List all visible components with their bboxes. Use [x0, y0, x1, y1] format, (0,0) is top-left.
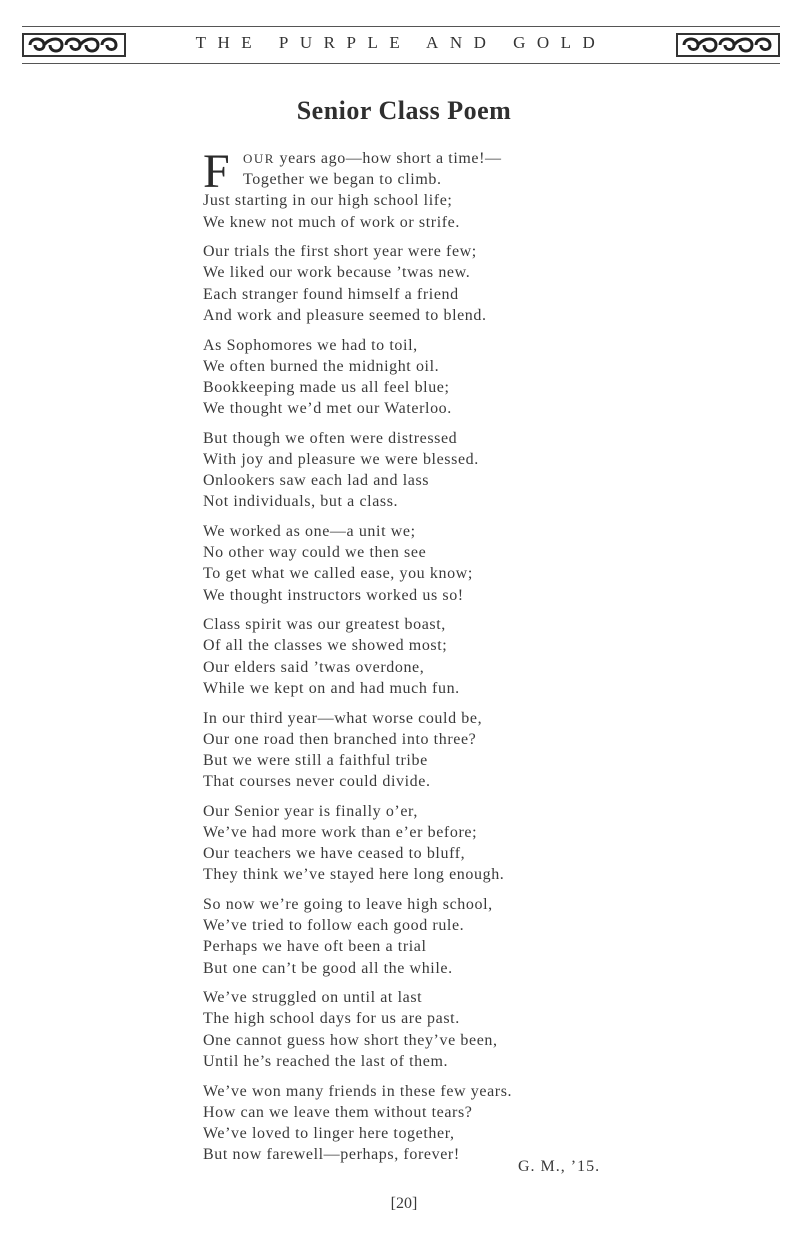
- scroll-ornament-icon: [676, 32, 780, 58]
- running-header: [22, 26, 780, 64]
- poem-line: With joy and pleasure we were blessed.: [203, 450, 479, 468]
- stanza: [203, 894, 683, 979]
- poem-line: But one can’t be good all the while.: [203, 959, 453, 977]
- poem-line: We knew not much of work or strife.: [203, 213, 460, 231]
- poem-line: One cannot guess how short they’ve been,: [203, 1031, 498, 1049]
- poem-line: The high school days for us are past.: [203, 1010, 460, 1028]
- poem-line: Until he’s reached the last of them.: [203, 1052, 449, 1070]
- stanza: [203, 428, 683, 513]
- poem-line: But though we often were distressed: [203, 429, 458, 447]
- poem-line: We worked as one—a unit we;: [203, 523, 416, 540]
- stanza: [203, 614, 683, 699]
- poem-line: Each stranger found himself a friend: [203, 285, 459, 303]
- poem-body: [203, 145, 683, 1174]
- poem-line: Our one road then branched into three?: [203, 730, 477, 748]
- poem-line: Our trials the first short year were few;: [203, 243, 477, 261]
- stanza: [203, 335, 683, 420]
- poem-line: We’ve loved to linger here together,: [203, 1124, 455, 1142]
- poem-line: Just starting in our high school life;: [203, 192, 453, 210]
- stanza: [203, 801, 683, 886]
- poem-line: We’ve had more work than e’er before;: [203, 823, 478, 841]
- poem-line: We’ve won many friends in these few years.: [203, 1082, 513, 1100]
- poem-line: While we kept on and had much fun.: [203, 679, 460, 697]
- poem-line: Together we began to climb.: [243, 171, 442, 189]
- poem-line: No other way could we then see: [203, 544, 427, 562]
- poem-line: Of all the classes we showed most;: [203, 637, 448, 655]
- poem-line: So now we’re going to leave high school,: [203, 896, 493, 913]
- poem-line: [203, 148, 683, 169]
- poem-title: Senior Class Poem: [296, 96, 512, 125]
- stanza: [203, 521, 683, 606]
- poem-line: Our Senior year is finally o’er,: [203, 802, 418, 820]
- stanza: [203, 241, 683, 326]
- header-title: THE PURPLE AND GOLD: [195, 33, 607, 52]
- poem-line: To get what we called ease, you know;: [203, 565, 473, 583]
- poem-line: We’ve struggled on until at last: [203, 989, 423, 1007]
- stanza-list: [203, 169, 683, 1165]
- poem-line: They think we’ve stayed here long enough.: [203, 866, 505, 884]
- poem-line: We thought instructors worked us so!: [203, 586, 464, 604]
- poem-line: We’ve tried to follow each good rule.: [203, 917, 465, 935]
- page-number: [20]: [390, 1195, 418, 1212]
- stanza: [203, 708, 683, 793]
- poem-line: But now farewell—perhaps, forever!: [203, 1146, 460, 1164]
- poem-line: We often burned the midnight oil.: [203, 357, 440, 375]
- poem-line: Perhaps we have oft been a trial: [203, 938, 427, 956]
- first-line-text: years ago—how short a time!—: [274, 150, 502, 167]
- poem-line: Class spirit was our greatest boast,: [203, 616, 446, 634]
- poem-signature: G. M., ’15.: [518, 1158, 601, 1175]
- poem-line: And work and pleasure seemed to blend.: [203, 306, 487, 324]
- poem-line: Onlookers saw each lad and lass: [203, 472, 430, 490]
- stanza: [203, 1081, 683, 1166]
- poem-line: As Sophomores we had to toil,: [203, 336, 418, 354]
- poem-line: We liked our work because ’twas new.: [203, 264, 471, 282]
- scroll-ornament-icon: [22, 32, 126, 58]
- stanza: [203, 169, 683, 233]
- poem-line: Our teachers we have ceased to bluff,: [203, 845, 466, 863]
- poem-line: In our third year—what worse could be,: [203, 709, 483, 727]
- poem-line: Our elders said ’twas overdone,: [203, 658, 425, 676]
- poem-line: We thought we’d met our Waterloo.: [203, 400, 452, 418]
- stanza: [203, 987, 683, 1072]
- first-line-caps: OUR: [243, 151, 275, 166]
- poem-line: Not individuals, but a class.: [203, 493, 399, 511]
- poem-line: That courses never could divide.: [203, 773, 431, 791]
- poem-line: Bookkeeping made us all feel blue;: [203, 378, 450, 396]
- drop-cap: F: [203, 145, 230, 198]
- poem-line: How can we leave them without tears?: [203, 1103, 473, 1121]
- poem-line: But we were still a faithful tribe: [203, 751, 428, 769]
